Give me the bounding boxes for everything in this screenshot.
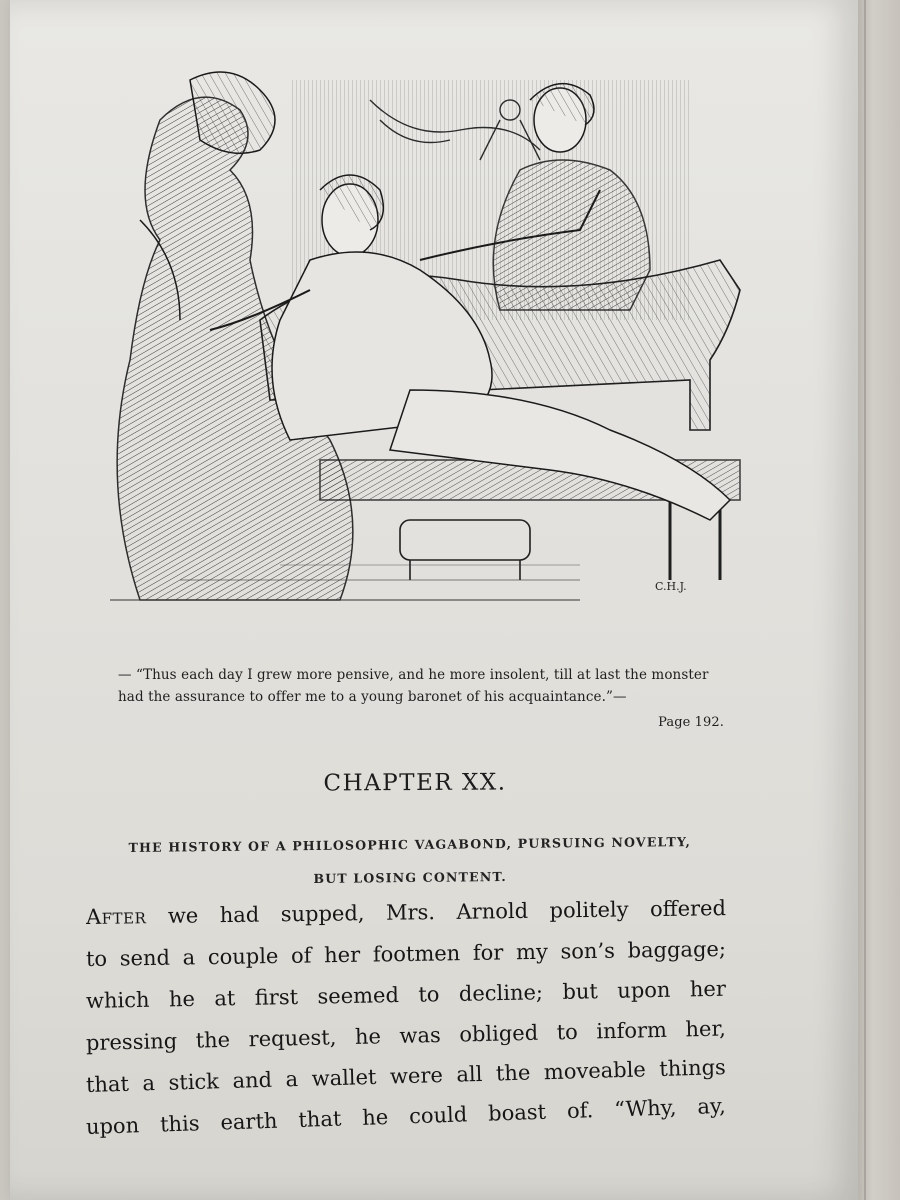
caption-line-1: — “Thus each day I grew more pensive, and he more insolent, till at last the monster [118, 667, 709, 683]
caption-line-2: had the assurance to offer me to a young baronet of his acquaintance.”— [118, 689, 627, 705]
body-line-1-text: we had supped, Mrs. Arnold politely offered [146, 896, 727, 929]
illustrator-signature: C.H.J. [655, 580, 687, 593]
chapter-subtitle-line-2: BUT LOSING CONTENT. [313, 868, 507, 887]
engraving-illustration [80, 60, 760, 620]
caption-page-reference: Page 192. [658, 715, 724, 730]
chapter-title: CHAPTER XX. [323, 769, 507, 797]
chapter-subtitle-line-1: THE HISTORY OF A PHILOSOPHIC VAGABOND, PURSUING NOVELTY, [128, 834, 692, 855]
illustration-caption [118, 664, 724, 734]
chapter-subtitle [100, 825, 721, 897]
body-line-2: to send a couple of her footmen for my son’s baggage; [85, 936, 727, 971]
body-line-3: which he at first seemed to decline; but upon her [85, 976, 727, 1013]
body-line-5: that a stick and a wallet were all the moveable things [85, 1055, 727, 1097]
chapter-body [86, 896, 726, 1148]
body-line-6: upon this earth that he could boast of. “Why, ay, [85, 1093, 727, 1139]
book-page-edge [858, 0, 900, 1200]
body-line-4: pressing the request, he was obliged to inform her, [85, 1016, 727, 1055]
lead-word: After [85, 904, 147, 929]
